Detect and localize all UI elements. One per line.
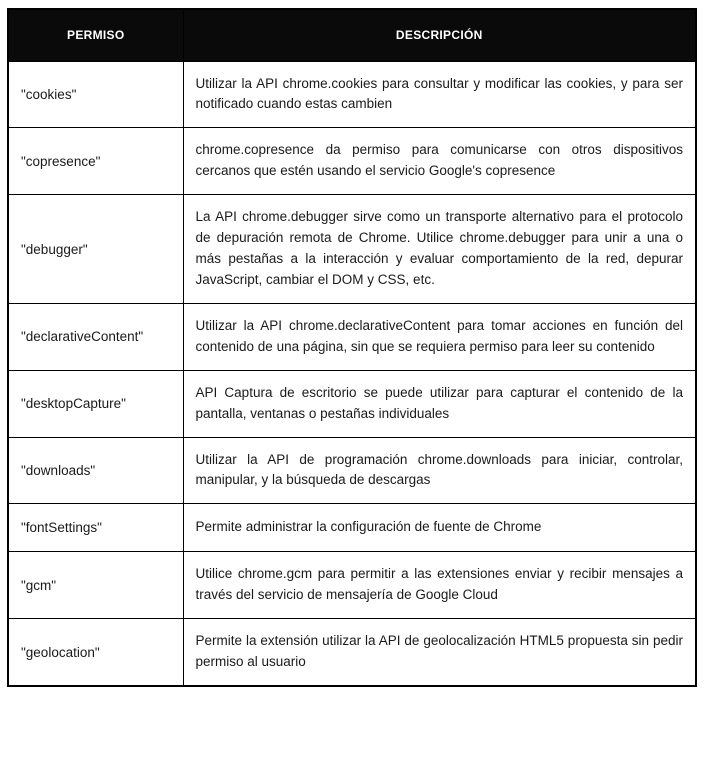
header-permiso: PERMISO (8, 9, 183, 61)
permissions-table (7, 8, 697, 687)
permiso-cell: "desktopCapture" (8, 370, 183, 437)
table-row-copresence (8, 128, 696, 195)
permiso-cell: "declarativeContent" (8, 303, 183, 370)
table-body (8, 61, 696, 686)
descripcion-cell: Utilizar la API de programación chrome.downloads para iniciar, controlar, manipular, y la búsqueda de descargas (183, 437, 696, 504)
permiso-cell: "debugger" (8, 195, 183, 304)
descripcion-cell: API Captura de escritorio se puede utilizar para capturar el contenido de la pantalla, ventanas o pestañas individuales (183, 370, 696, 437)
table-row-geolocation (8, 619, 696, 686)
permiso-cell: "gcm" (8, 552, 183, 619)
permiso-cell: "copresence" (8, 128, 183, 195)
descripcion-cell: chrome.copresence da permiso para comunicarse con otros dispositivos cercanos que estén usando el servicio Google's copresence (183, 128, 696, 195)
permiso-cell: "fontSettings" (8, 504, 183, 552)
table-row-downloads (8, 437, 696, 504)
descripcion-cell: Utilice chrome.gcm para permitir a las extensiones enviar y recibir mensajes a través del servicio de mensajería de Google Cloud (183, 552, 696, 619)
table-row-declarativecontent (8, 303, 696, 370)
table-row-fontsettings (8, 504, 696, 552)
header-row (8, 9, 696, 61)
descripcion-cell: Utilizar la API chrome.declarativeContent para tomar acciones en función del contenido de una página, sin que se requiera permiso para leer su contenido (183, 303, 696, 370)
table-row-gcm (8, 552, 696, 619)
table-row-debugger (8, 195, 696, 304)
descripcion-cell: La API chrome.debugger sirve como un transporte alternativo para el protocolo de depuración remota de Chrome. Utilice chrome.debugger para unir a una o más pestañas a la interacción y evaluar comportamiento de la red, depurar JavaScript, cambiar el DOM y CSS, etc. (183, 195, 696, 304)
table-row-desktopcapture (8, 370, 696, 437)
descripcion-cell: Permite la extensión utilizar la API de geolocalización HTML5 propuesta sin pedir permiso al usuario (183, 619, 696, 686)
table-header (8, 9, 696, 61)
permiso-cell: "geolocation" (8, 619, 183, 686)
descripcion-cell: Utilizar la API chrome.cookies para consultar y modificar las cookies, y para ser notificado cuando estas cambien (183, 61, 696, 128)
header-descripcion: DESCRIPCIÓN (183, 9, 696, 61)
descripcion-cell: Permite administrar la configuración de fuente de Chrome (183, 504, 696, 552)
table-row-cookies (8, 61, 696, 128)
permiso-cell: "cookies" (8, 61, 183, 128)
permiso-cell: "downloads" (8, 437, 183, 504)
